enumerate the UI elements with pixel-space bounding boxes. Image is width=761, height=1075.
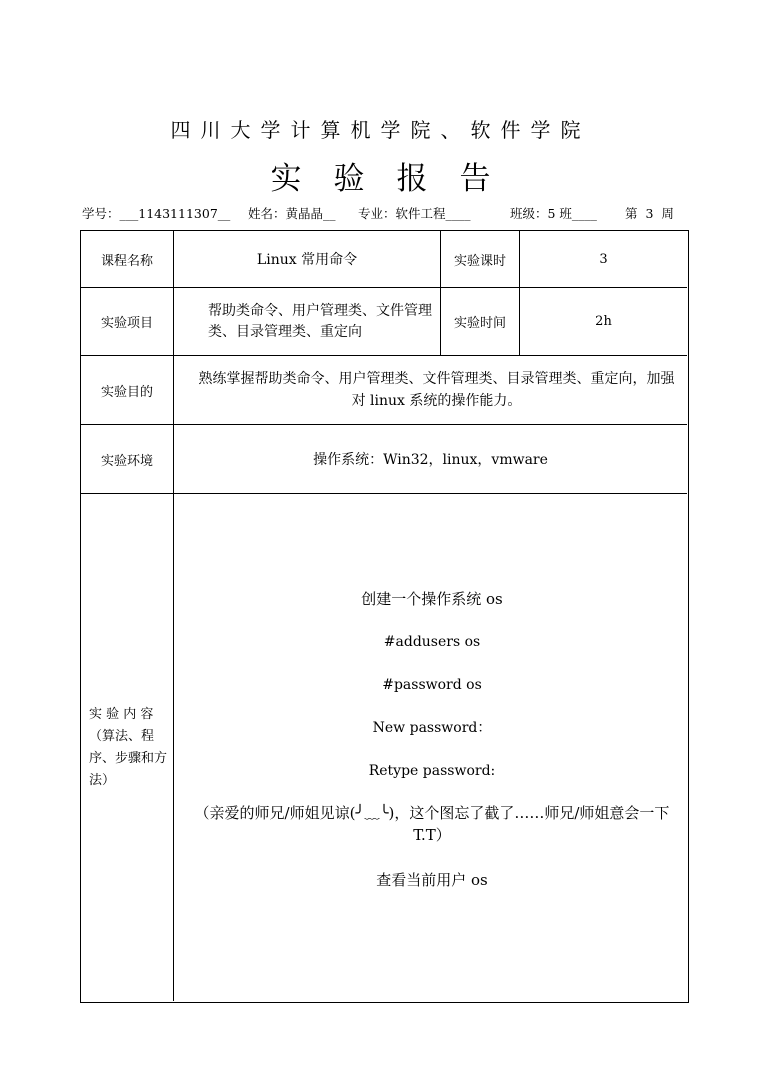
lab-time-value: 2h [519,287,687,355]
content-line-new-password: New password： [372,720,492,736]
week-number: 第 3 周 [625,206,674,221]
lab-hours-value: 3 [519,231,687,287]
content-line-retype-password: Retype password: [368,763,496,779]
lab-hours-label: 实验课时 [440,231,519,287]
lab-purpose-value: 熟练掌握帮助类命令、用户管理类、文件管理类、目录管理类、重定向，加强对 linux 系统的操作能力。 [173,355,687,424]
course-name-value: Linux 常用命令 [173,231,440,287]
report-title: 实验报告 [270,161,523,197]
content-line-create-os: 创建一个操作系统 os [361,590,503,608]
lab-content-cell [173,493,687,1001]
student-id: 学号：___1143111307__ [82,206,231,221]
content-line-addusers: #addusers os [383,634,481,650]
content-line-password: #password os [382,677,482,693]
university-title: 四川大学计算机学院、软件学院 [170,118,591,142]
student-class: 班级：5 班____ [510,206,597,221]
student-name: 姓名：黄晶晶__ [248,206,336,221]
lab-project-label: 实验项目 [81,287,173,355]
content-line-note: （亲爱的师兄/师姐见谅(╯﹏╰)，这个图忘了截了……师兄/师姐意会一下 T.T） [194,804,670,844]
report-table [80,230,689,1003]
lab-project-value: 帮助类命令、用户管理类、文件管理类、目录管理类、重定向 [173,287,440,355]
course-name-label: 课程名称 [100,253,153,269]
content-line-view-user: 查看当前用户 os [376,871,488,889]
lab-time-label: 实验时间 [440,287,519,355]
student-info-line [82,204,692,222]
lab-environment-label: 实验环境 [81,424,173,493]
lab-environment-value: 操作系统：Win32，linux，vmware [173,424,687,493]
student-major: 专业：软件工程____ [358,206,471,221]
lab-content-label: 实 验 内 容（算法、程序、步骤和方法） [81,493,173,1001]
lab-purpose-label: 实验目的 [81,355,173,424]
